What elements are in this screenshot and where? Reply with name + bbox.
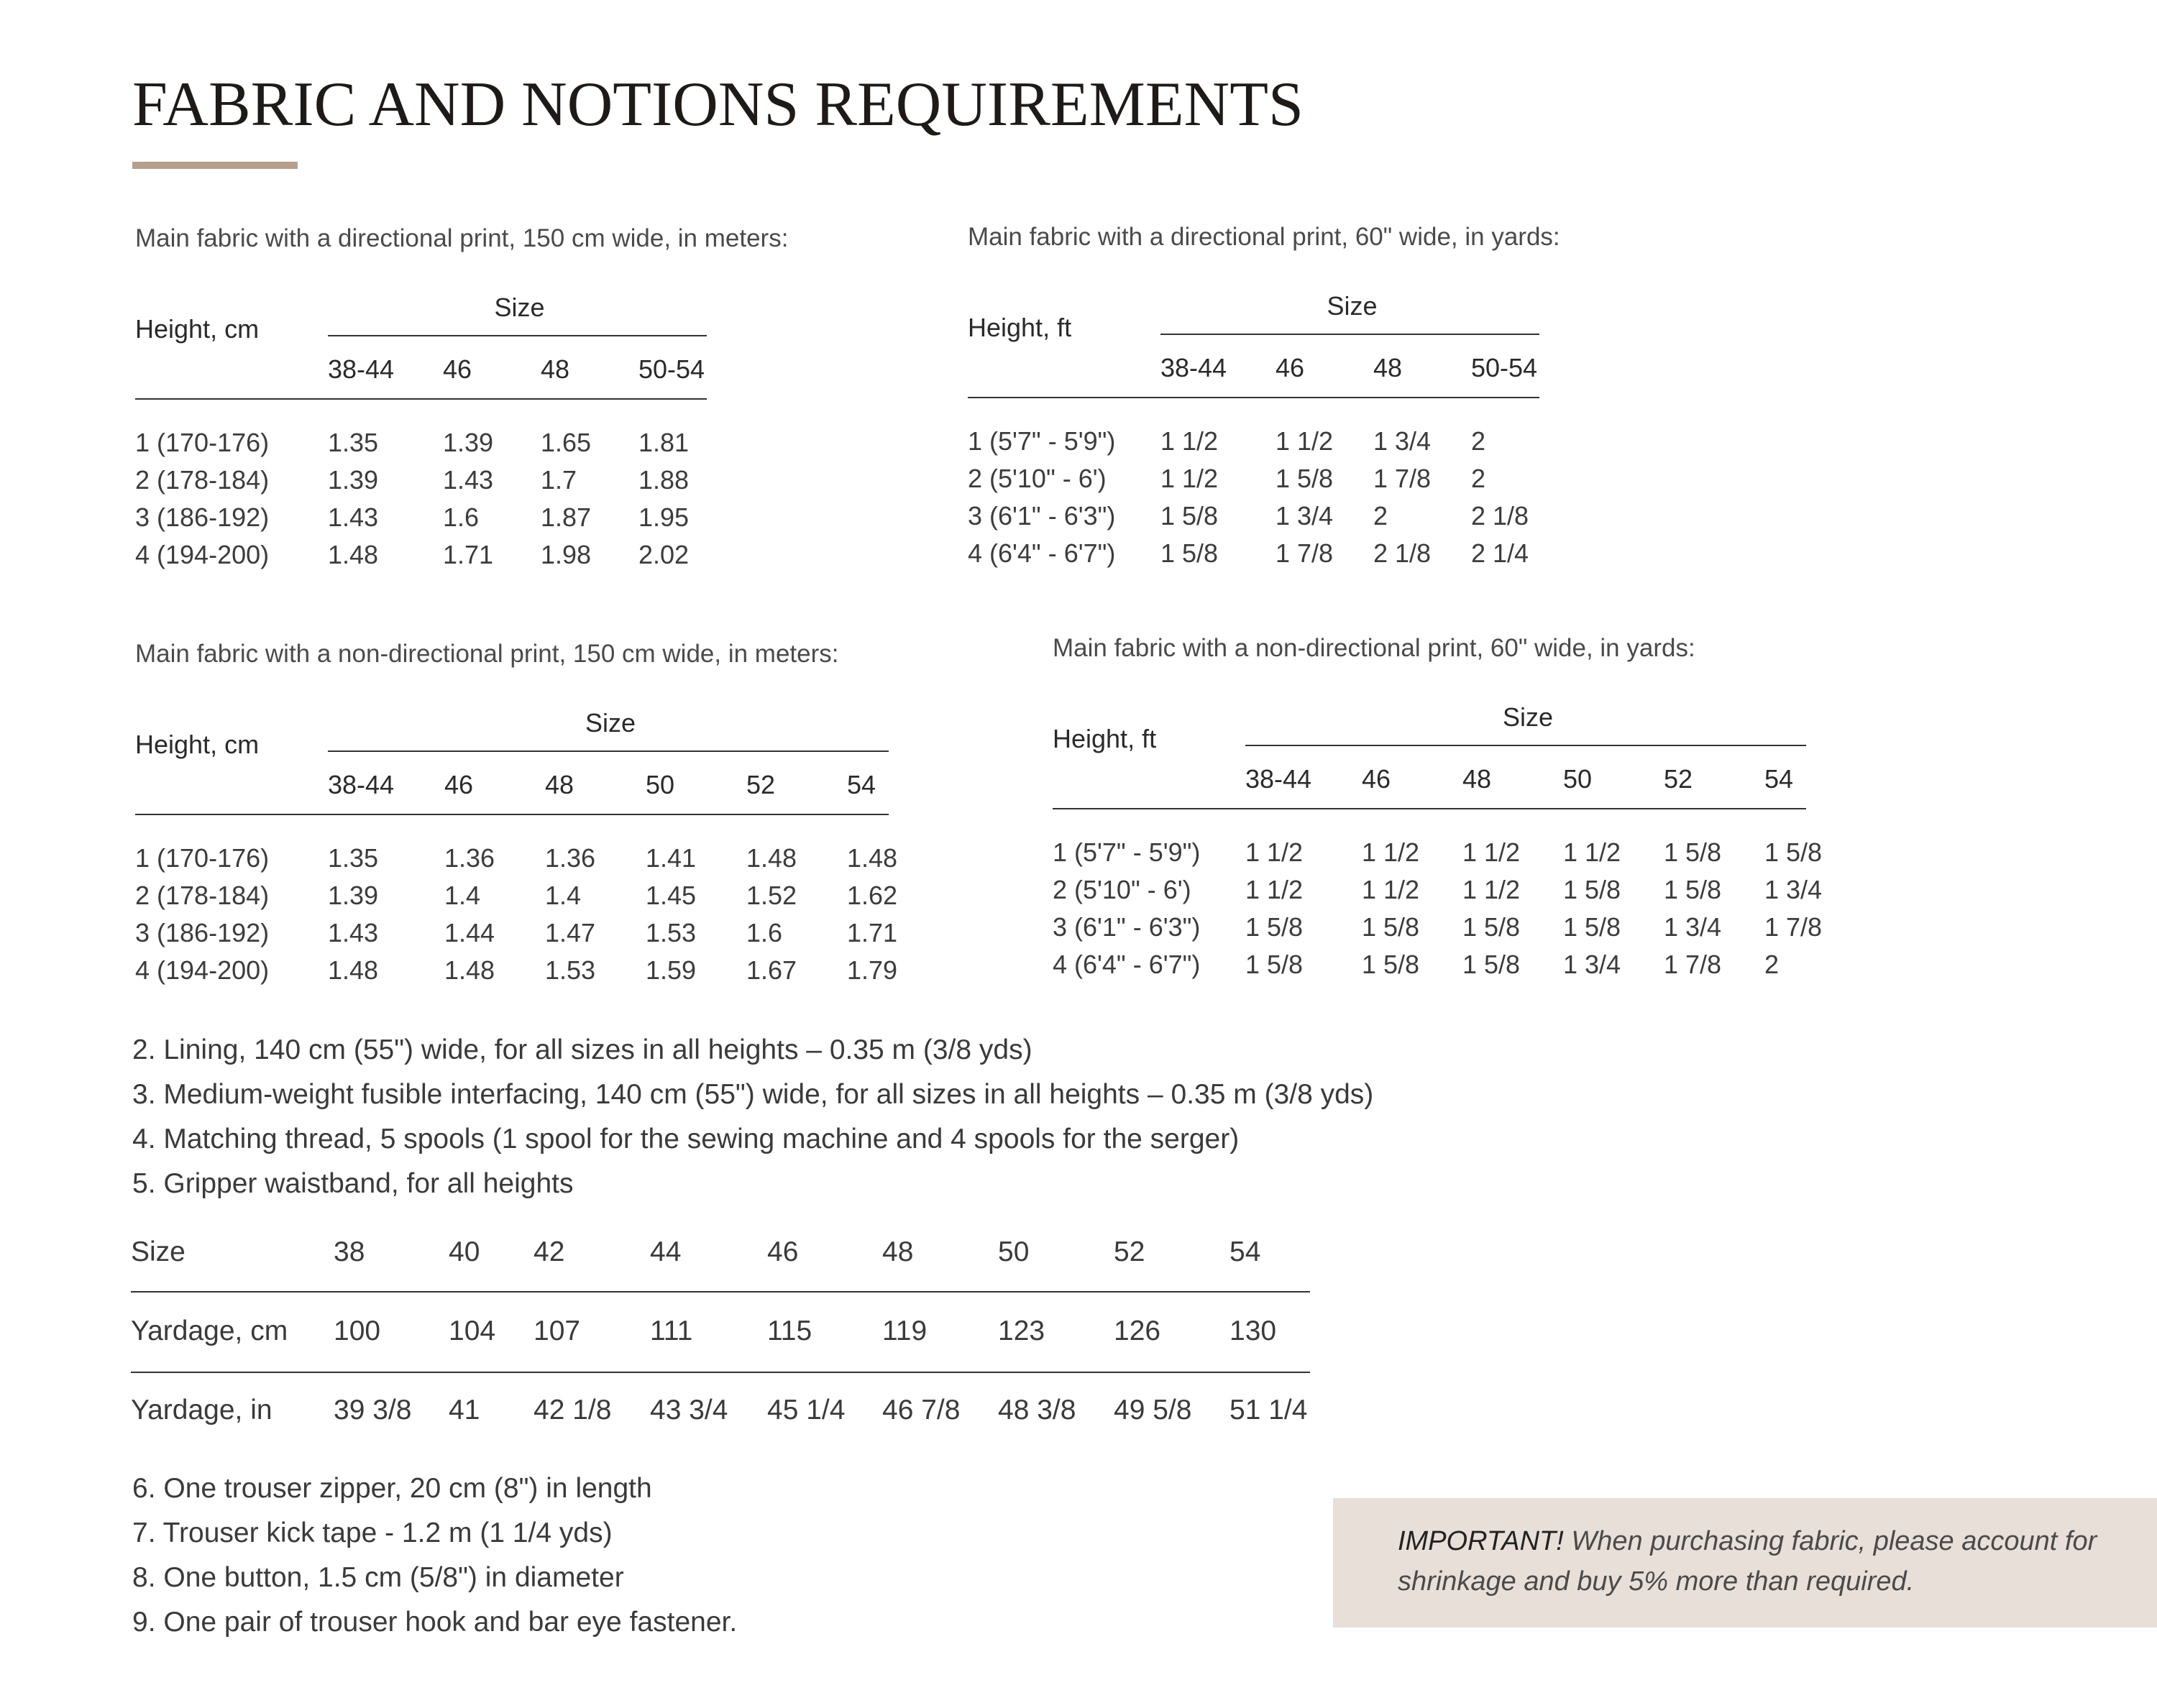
header-rule: [135, 398, 707, 400]
list-item: 6. One trouser zipper, 20 cm (8") in length: [132, 1473, 652, 1504]
row-height-label: 2 (178-184): [135, 881, 270, 910]
yardage-in-value: 42 1/8: [533, 1395, 612, 1425]
yardage-cm-value: 130: [1229, 1316, 1277, 1346]
list-item: 4. Matching thread, 5 spools (1 spool for the sewing machine and 4 spools for the serger): [132, 1124, 1240, 1154]
yardage-in-value: 41: [449, 1395, 480, 1425]
table-cell: 1 5/8: [1764, 837, 1823, 867]
size-column-header: 50: [646, 770, 675, 799]
row-height-label: 4 (6'4" - 6'7"): [1053, 950, 1201, 979]
table-caption-nondirectional-meters: Main fabric with a non-directional print, 150 cm wide, in meters:: [135, 640, 839, 668]
size-column-header: 54: [1764, 764, 1794, 794]
table-cell: 1.48: [746, 843, 797, 873]
row-height-label: 2 (178-184): [135, 465, 270, 495]
yardage-in-value: 51 1/4: [1229, 1395, 1308, 1425]
table-cell: 1.45: [646, 881, 697, 910]
size-header: Size: [1327, 291, 1378, 321]
row-height-label: 4 (194-200): [135, 955, 270, 985]
size-column-header: 50-54: [1471, 353, 1538, 382]
table-cell: 1 5/8: [1245, 950, 1304, 979]
table-cell: 1 7/8: [1276, 538, 1334, 568]
yardage-cm-value: 119: [882, 1316, 928, 1346]
header-rule: [968, 397, 1539, 398]
yardage-in-value: 45 1/4: [767, 1395, 846, 1425]
size-value: 42: [533, 1236, 565, 1267]
table-cell: 2: [1471, 464, 1486, 493]
yardage-cm-value: 126: [1114, 1316, 1161, 1346]
table-cell: 1.98: [541, 540, 592, 569]
yardage-in-value: 43 3/4: [650, 1395, 728, 1425]
size-header-rule: [1160, 334, 1539, 335]
yardage-cm-value: 111: [650, 1316, 693, 1346]
table-cell: 1 3/4: [1563, 950, 1621, 979]
size-column-header: 48: [1373, 353, 1403, 382]
table-cell: 2.02: [638, 540, 690, 569]
size-value: 50: [998, 1236, 1030, 1267]
height-column-header: Height, cm: [135, 730, 260, 759]
yardage-cm-label: Yardage, cm: [131, 1316, 288, 1346]
table-cell: 1 3/4: [1664, 912, 1722, 942]
table-cell: 1.95: [638, 502, 690, 532]
table-cell: 1.81: [638, 428, 690, 457]
table-cell: 1 5/8: [1245, 912, 1304, 942]
size-header: Size: [585, 708, 636, 738]
list-item: 9. One pair of trouser hook and bar eye fastener.: [132, 1607, 738, 1638]
table-cell: 1 1/2: [1160, 426, 1219, 456]
table-cell: 1.48: [444, 955, 495, 985]
size-column-header: 48: [1462, 764, 1492, 794]
yardage-in-label: Yardage, in: [131, 1395, 273, 1425]
table-cell: 1 1/2: [1462, 837, 1521, 867]
size-column-header: 38-44: [328, 354, 395, 384]
table-cell: 1.48: [328, 955, 379, 985]
table-cell: 1 7/8: [1664, 950, 1722, 979]
row-height-label: 3 (186-192): [135, 918, 270, 947]
row-height-label: 1 (170-176): [135, 843, 270, 873]
table-cell: 1.47: [545, 918, 596, 947]
table-cell: 1.39: [328, 881, 379, 910]
header-rule: [1053, 808, 1806, 809]
size-header-rule: [328, 335, 707, 336]
size-column-header: 50: [1563, 764, 1593, 794]
size-column-header: 38-44: [328, 770, 395, 799]
height-column-header: Height, ft: [1053, 724, 1157, 753]
size-value: 40: [449, 1236, 480, 1267]
yardage-cm-value: 115: [767, 1316, 812, 1346]
size-header-rule: [1245, 745, 1806, 746]
table-cell: 1.36: [545, 843, 596, 873]
size-column-header: 46: [1276, 353, 1305, 382]
table-cell: 1.39: [328, 465, 379, 495]
size-row-label: Size: [131, 1236, 186, 1267]
yardage-cm-value: 104: [449, 1316, 496, 1346]
table-cell: 1.87: [541, 502, 592, 532]
table-cell: 2: [1373, 501, 1388, 531]
table-cell: 1.4: [444, 881, 481, 910]
table-cell: 1 5/8: [1563, 875, 1621, 904]
table-cell: 1 5/8: [1362, 950, 1420, 979]
table-cell: 2 1/4: [1471, 538, 1529, 568]
size-value: 52: [1114, 1236, 1145, 1267]
table-cell: 1 1/2: [1245, 837, 1304, 867]
yardage-cm-value: 107: [533, 1316, 581, 1346]
table-caption-directional-meters: Main fabric with a directional print, 150 cm wide, in meters:: [135, 224, 789, 252]
table-cell: 1 7/8: [1764, 912, 1823, 942]
size-value: 48: [882, 1236, 914, 1267]
table-caption-directional-yards: Main fabric with a directional print, 60" wide, in yards:: [968, 223, 1560, 251]
table-cell: 1.43: [328, 502, 379, 532]
size-header: Size: [1503, 702, 1554, 732]
size-column-header: 48: [541, 354, 570, 384]
row-divider: [131, 1372, 1310, 1373]
row-divider: [131, 1291, 1310, 1293]
list-item: 5. Gripper waistband, for all heights: [132, 1168, 574, 1199]
row-height-label: 2 (5'10" - 6'): [1053, 875, 1191, 904]
table-cell: 1.67: [746, 955, 797, 985]
table-cell: 1.48: [847, 843, 898, 873]
size-header-rule: [328, 750, 889, 752]
list-item: 7. Trouser kick tape - 1.2 m (1 1/4 yds): [132, 1518, 613, 1548]
row-height-label: 3 (186-192): [135, 502, 270, 532]
table-cell: 1.79: [847, 955, 898, 985]
table-cell: 1.35: [328, 843, 379, 873]
table-cell: 1 1/2: [1362, 875, 1420, 904]
size-column-header: 38-44: [1160, 353, 1227, 382]
table-cell: 1 5/8: [1664, 837, 1722, 867]
waistband-yardage-table: [131, 1222, 1310, 1438]
size-value: 54: [1229, 1236, 1261, 1267]
table-cell: 1.88: [638, 465, 690, 495]
table-cell: 2 1/8: [1373, 538, 1432, 568]
table-cell: 1 5/8: [1276, 464, 1334, 493]
table-cell: 1.39: [443, 428, 494, 457]
yardage-cm-value: 123: [998, 1316, 1045, 1346]
table-cell: 1 1/2: [1276, 426, 1334, 456]
yardage-in-value: 39 3/8: [334, 1395, 412, 1425]
table-cell: 1.41: [646, 843, 697, 873]
size-column-header: 46: [444, 770, 474, 799]
title-underline: [132, 162, 298, 169]
row-height-label: 2 (5'10" - 6'): [968, 464, 1107, 493]
table-cell: 1.43: [443, 465, 494, 495]
size-column-header: 54: [847, 770, 876, 799]
table-cell: 2: [1764, 950, 1780, 979]
table-cell: 1 3/4: [1276, 501, 1334, 531]
table-cell: 1 1/2: [1245, 875, 1304, 904]
table-cell: 1.71: [847, 918, 898, 947]
table-caption-nondirectional-yards: Main fabric with a non-directional print, 60" wide, in yards:: [1053, 634, 1695, 662]
size-value: 46: [767, 1236, 799, 1267]
table-cell: 2 1/8: [1471, 501, 1529, 531]
notions-list-bottom: [132, 1466, 737, 1645]
size-column-header: 48: [545, 770, 574, 799]
list-item: 8. One button, 1.5 cm (5/8") in diameter: [132, 1562, 624, 1593]
table-cell: 1 3/4: [1764, 875, 1823, 904]
table-cell: 1.4: [545, 881, 582, 910]
important-message: When purchasing fabric, please account for shrinkage and buy 5% more than required.: [1398, 1526, 2097, 1597]
yardage-in-value: 48 3/8: [998, 1395, 1076, 1425]
yardage-cm-value: 100: [334, 1316, 381, 1346]
table-cell: 1.52: [746, 881, 797, 910]
table-cell: 1.6: [443, 502, 480, 532]
table-cell: 1 5/8: [1160, 538, 1219, 568]
table-cell: 1.53: [545, 955, 596, 985]
table-cell: 1 5/8: [1160, 501, 1219, 531]
notions-list-top: [132, 1028, 1373, 1206]
table-cell: 1.59: [646, 955, 697, 985]
table-cell: 1 1/2: [1563, 837, 1621, 867]
row-height-label: 1 (5'7" - 5'9"): [968, 426, 1116, 456]
row-height-label: 4 (6'4" - 6'7"): [968, 538, 1116, 568]
table-cell: 1 1/2: [1362, 837, 1420, 867]
table-cell: 1.6: [746, 918, 783, 947]
table-cell: 1 1/2: [1462, 875, 1521, 904]
table-cell: 1.35: [328, 428, 379, 457]
table-cell: 1.53: [646, 918, 697, 947]
row-height-label: 3 (6'1" - 6'3"): [1053, 912, 1201, 942]
size-column-header: 50-54: [638, 354, 705, 384]
table-cell: 1.43: [328, 918, 379, 947]
row-height-label: 4 (194-200): [135, 540, 270, 569]
list-item: 2. Lining, 140 cm (55") wide, for all sizes in all heights – 0.35 m (3/8 yds): [132, 1034, 1032, 1065]
table-cell: 1 5/8: [1664, 875, 1722, 904]
size-value: 38: [334, 1236, 365, 1267]
size-column-header: 38-44: [1245, 764, 1312, 794]
table-cell: 1 5/8: [1563, 912, 1621, 942]
table-cell: 1 7/8: [1373, 464, 1432, 493]
table-cell: 1 1/2: [1160, 464, 1219, 493]
table-cell: 2: [1471, 426, 1486, 456]
important-note-text: [1398, 1521, 2114, 1602]
size-column-header: 46: [1362, 764, 1391, 794]
size-value: 44: [650, 1236, 682, 1267]
table-cell: 1.71: [443, 540, 494, 569]
table-cell: 1.62: [847, 881, 898, 910]
header-rule: [135, 814, 889, 815]
table-cell: 1 5/8: [1362, 912, 1420, 942]
height-column-header: Height, cm: [135, 314, 260, 344]
table-cell: 1.65: [541, 428, 592, 457]
row-height-label: 3 (6'1" - 6'3"): [968, 501, 1116, 531]
row-height-label: 1 (5'7" - 5'9"): [1053, 837, 1201, 867]
yardage-in-value: 49 5/8: [1114, 1395, 1192, 1425]
size-column-header: 52: [1664, 764, 1693, 794]
size-header: Size: [494, 293, 545, 322]
table-cell: 1.44: [444, 918, 495, 947]
table-cell: 1 3/4: [1373, 426, 1432, 456]
row-height-label: 1 (170-176): [135, 428, 270, 457]
table-cell: 1.7: [541, 465, 577, 495]
table-cell: 1 5/8: [1462, 950, 1521, 979]
height-column-header: Height, ft: [968, 313, 1072, 342]
page-title: FABRIC AND NOTIONS REQUIREMENTS: [132, 70, 1304, 139]
important-note: [1333, 1498, 2157, 1627]
table-cell: 1.48: [328, 540, 379, 569]
table-cell: 1 5/8: [1462, 912, 1521, 942]
size-column-header: 52: [746, 770, 776, 799]
table-cell: 1.36: [444, 843, 495, 873]
list-item: 3. Medium-weight fusible interfacing, 140 cm (55") wide, for all sizes in all heights – 0.35 m (3/8 yds): [132, 1079, 1374, 1110]
size-column-header: 46: [443, 354, 472, 384]
important-label: IMPORTANT!: [1398, 1526, 1564, 1556]
yardage-in-value: 46 7/8: [882, 1395, 961, 1425]
